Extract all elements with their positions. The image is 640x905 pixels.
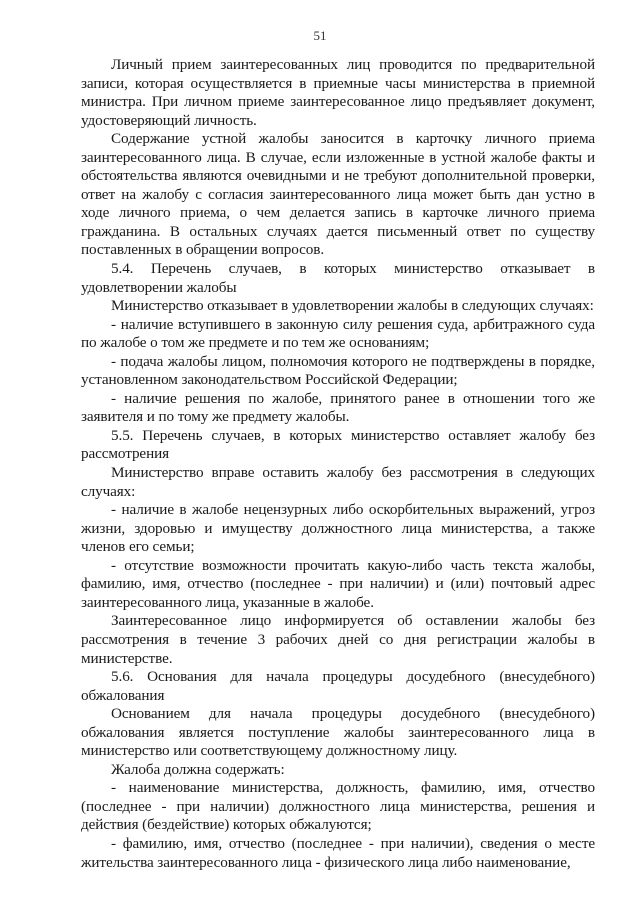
paragraph-no-review-intro: Министерство вправе оставить жалобу без рассмотрения в следующих случаях: (81, 464, 595, 500)
paragraph-oral-complaint: Содержание устной жалобы заносится в карточку личного приема заинтересованного лица. В случае, если изложенные в устной жалобе факты и обстоятельства являются очевидными и не требуют дополнительной проверки, ответ на жалобу с согласия заинтересованного лица может быть дан устно в ходе личного приема, о чем делается запись в карточке личного приема гражданина. В остальных случаях дается письменный ответ по существу поставленных в обращении вопросов. (81, 130, 595, 259)
page-number: 51 (313, 28, 327, 43)
list-item: - подача жалобы лицом, полномочия которого не подтверждены в порядке, установленном законодательством Российской Федерации; (81, 352, 595, 389)
list-item: - фамилию, имя, отчество (последнее - при наличии), сведения о месте жительства заинтересованного лица - физического лица либо наименование, (81, 834, 595, 871)
paragraph-notification: Заинтересованное лицо информируется об оставлении жалобы без рассмотрения в течение 3 рабочих дней со дня регистрации жалобы в министерстве. (81, 612, 595, 667)
section-heading-5-5: 5.5. Перечень случаев, в которых министерство оставляет жалобу без рассмотрения (81, 426, 595, 463)
list-item: - наличие в жалобе нецензурных либо оскорбительных выражений, угроз жизни, здоровью и имуществу должностного лица министерства, а также членов его семьи; (81, 501, 595, 556)
list-item: - наличие вступившего в законную силу решения суда, арбитражного суда по жалобе о том же предмете и по тем же основаниям; (81, 315, 595, 352)
list-item: - наименование министерства, должность, фамилию, имя, отчество (последнее - при наличии) должностного лица министерства, решения и действия (бездействие) которых обжалуются; (81, 779, 595, 834)
document-body (81, 56, 595, 872)
list-item: - наличие решения по жалобе, принятого ранее в отношении того же заявителя и по тому же предмету жалобы. (81, 389, 595, 426)
section-heading-5-6: 5.6. Основания для начала процедуры досудебного (внесудебного) обжалования (81, 668, 595, 704)
section-heading-5-4: 5.4. Перечень случаев, в которых министерство отказывает в удовлетворении жалобы (81, 260, 595, 296)
paragraph-complaint-contents-intro: Жалоба должна содержать: (111, 760, 285, 778)
paragraph-refusal-cases-intro: Министерство отказывает в удовлетворении жалобы в следующих случаях: (111, 297, 594, 315)
paragraph-personal-reception: Личный прием заинтересованных лиц проводится по предварительной записи, которая осуществляется в приемные часы министерства в приемной министра. При личном приеме заинтересованное лицо предъявляет документ, удостоверяющий личность. (81, 56, 595, 129)
paragraph-grounds: Основанием для начала процедуры досудебного (внесудебного) обжалования является поступление жалобы заинтересованного лица в министерство или соответствующему должностному лицу. (81, 705, 595, 760)
list-item: - отсутствие возможности прочитать какую-либо часть текста жалобы, фамилию, имя, отчество (последнее - при наличии) и (или) почтовый адрес заинтересованного лица, указанные в жалобе. (81, 556, 595, 611)
